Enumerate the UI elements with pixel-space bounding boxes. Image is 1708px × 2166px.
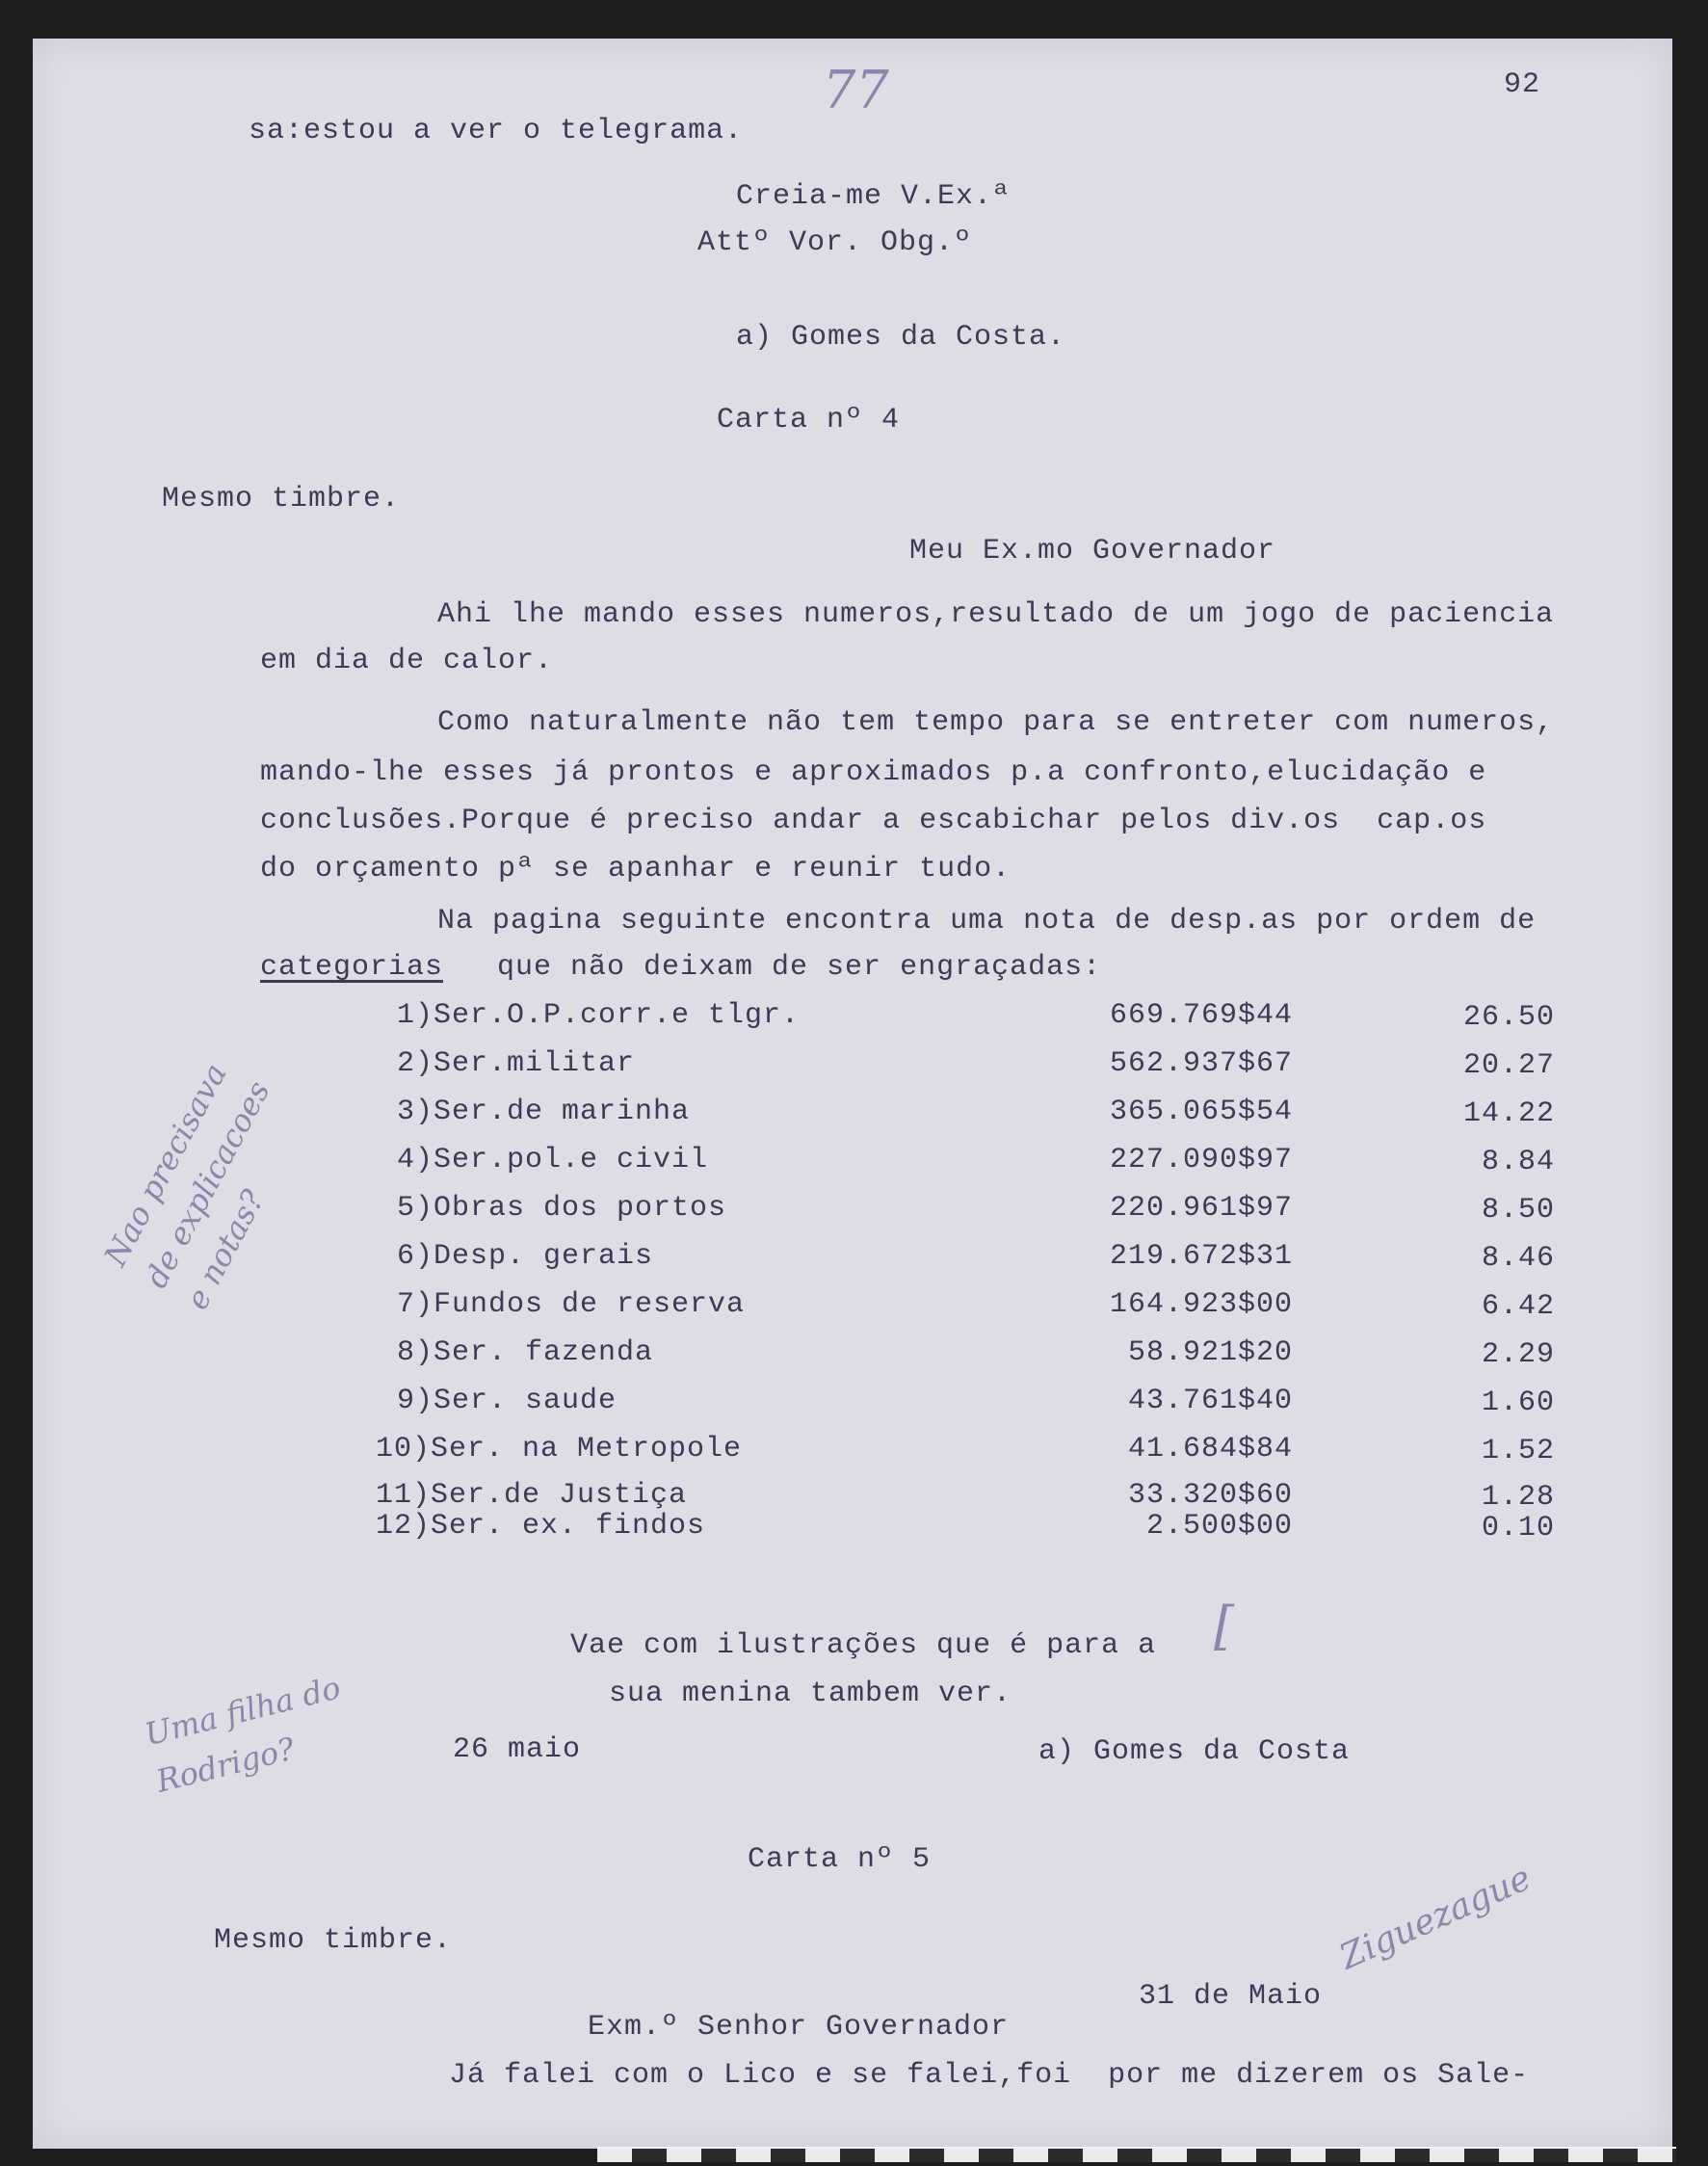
handwritten-top-mark: 77 (823, 60, 889, 120)
table-row-value: 41.684$84 (1127, 1433, 1293, 1466)
table-row-value: 164.923$00 (1109, 1288, 1293, 1321)
handwritten-margin-note-2: Uma filha do Rodrigo? (141, 1669, 345, 1800)
letter4-closing-line1: Vae com ilustrações que é para a (570, 1629, 1157, 1662)
table-row-pct: 2.29 (1481, 1338, 1555, 1371)
table-row-value: 562.937$67 (1109, 1047, 1293, 1080)
letter5-timbre: Mesmo timbre. (214, 1924, 453, 1957)
table-row-value: 33.320$60 (1127, 1479, 1293, 1512)
table-row-pct: 8.46 (1481, 1242, 1555, 1275)
table-row-pct: 8.84 (1481, 1146, 1555, 1178)
paragraph-line: mando-lhe esses já prontos e aproximados p.a confronto,elucidação e (260, 756, 1487, 789)
letter4-closing-line2: sua menina tambem ver. (609, 1677, 1012, 1710)
table-row-label: 10)Ser. na Metropole (376, 1433, 743, 1466)
scale-ruler (597, 2147, 1676, 2162)
handwritten-margin-note-1: Nao precisava de explicacoes e notas? (96, 1057, 277, 1316)
opening-line: sa:estou a ver o telegrama. (249, 115, 744, 147)
letter5-first-line: Já falei com o Lico e se falei,foi por me dizerem os Sale- (449, 2059, 1530, 2092)
table-row-value: 220.961$97 (1109, 1192, 1293, 1225)
table-row-label: 7)Fundos de reserva (397, 1288, 746, 1321)
table-row-pct: 8.50 (1481, 1194, 1555, 1227)
handwritten-right-note: Ziguezague (1333, 1858, 1537, 1978)
table-row-value: 58.921$20 (1127, 1336, 1293, 1369)
paragraph-line: em dia de calor. (260, 645, 554, 677)
table-row-pct: 1.60 (1481, 1387, 1555, 1419)
table-row-value: 669.769$44 (1109, 999, 1293, 1032)
table-row-value: 43.761$40 (1127, 1385, 1293, 1417)
paragraph-line: Na pagina seguinte encontra uma nota de desp.as por ordem de (437, 905, 1537, 938)
closing-courtesy-line2: Attº Vor. Obg.º (697, 226, 973, 259)
paragraph-line: Como naturalmente não tem tempo para se entreter com numeros, (437, 706, 1555, 739)
table-row-label: 8)Ser. fazenda (397, 1336, 654, 1369)
signature-1: a) Gomes da Costa. (736, 321, 1066, 354)
paragraph-line: Ahi lhe mando esses numeros,resultado de um jogo de paciencia (437, 598, 1555, 631)
letter4-salutation: Meu Ex.mo Governador (909, 535, 1276, 568)
table-row-pct: 6.42 (1481, 1290, 1555, 1323)
table-row-label: 5)Obras dos portos (397, 1192, 727, 1225)
letter4-timbre: Mesmo timbre. (162, 483, 401, 515)
document-page (33, 39, 1672, 2149)
table-row-value: 219.672$31 (1109, 1240, 1293, 1273)
page-number: 92 (1504, 68, 1541, 101)
paragraph-line: do orçamento pª se apanhar e reunir tudo. (260, 853, 1012, 885)
letter5-date: 31 de Maio (1139, 1980, 1323, 2013)
table-row-pct: 1.28 (1481, 1481, 1555, 1514)
table-row-pct: 14.22 (1462, 1097, 1555, 1130)
table-row-pct: 1.52 (1481, 1435, 1555, 1467)
table-row-pct: 20.27 (1462, 1049, 1555, 1082)
table-row-label: 2)Ser.militar (397, 1047, 636, 1080)
letter4-date: 26 maio (453, 1733, 582, 1766)
letter5-salutation: Exm.º Senhor Governador (588, 2011, 1010, 2044)
table-row-value: 227.090$97 (1109, 1144, 1293, 1176)
paragraph-line: conclusões.Porque é preciso andar a escabichar pelos div.os cap.os (260, 805, 1487, 837)
table-row-label: 4)Ser.pol.e civil (397, 1144, 709, 1176)
handwritten-bracket-note: [ (1214, 1596, 1235, 1656)
letter5-title: Carta nº 5 (748, 1843, 932, 1876)
categorias-underlined: categorias (260, 951, 444, 984)
table-row-label: 6)Desp. gerais (397, 1240, 654, 1273)
table-row-label: 1)Ser.O.P.corr.e tlgr. (397, 999, 801, 1032)
table-row-label: 9)Ser. saude (397, 1385, 618, 1417)
table-row-value: 365.065$54 (1109, 1096, 1293, 1128)
letter4-signature: a) Gomes da Costa (1038, 1735, 1351, 1768)
paragraph-line: que não deixam de ser engraçadas: (497, 951, 1102, 984)
table-row-label: 11)Ser.de Justiça (376, 1479, 688, 1512)
letter4-title: Carta nº 4 (717, 404, 901, 436)
table-row-pct: 26.50 (1462, 1001, 1555, 1034)
table-row-value: 2.500$00 (1145, 1510, 1293, 1543)
table-row-pct: 0.10 (1481, 1512, 1555, 1545)
table-row-label: 3)Ser.de marinha (397, 1096, 691, 1128)
table-row-label: 12)Ser. ex. findos (376, 1510, 706, 1543)
closing-courtesy-line1: Creia-me V.Ex.ª (736, 180, 1012, 213)
